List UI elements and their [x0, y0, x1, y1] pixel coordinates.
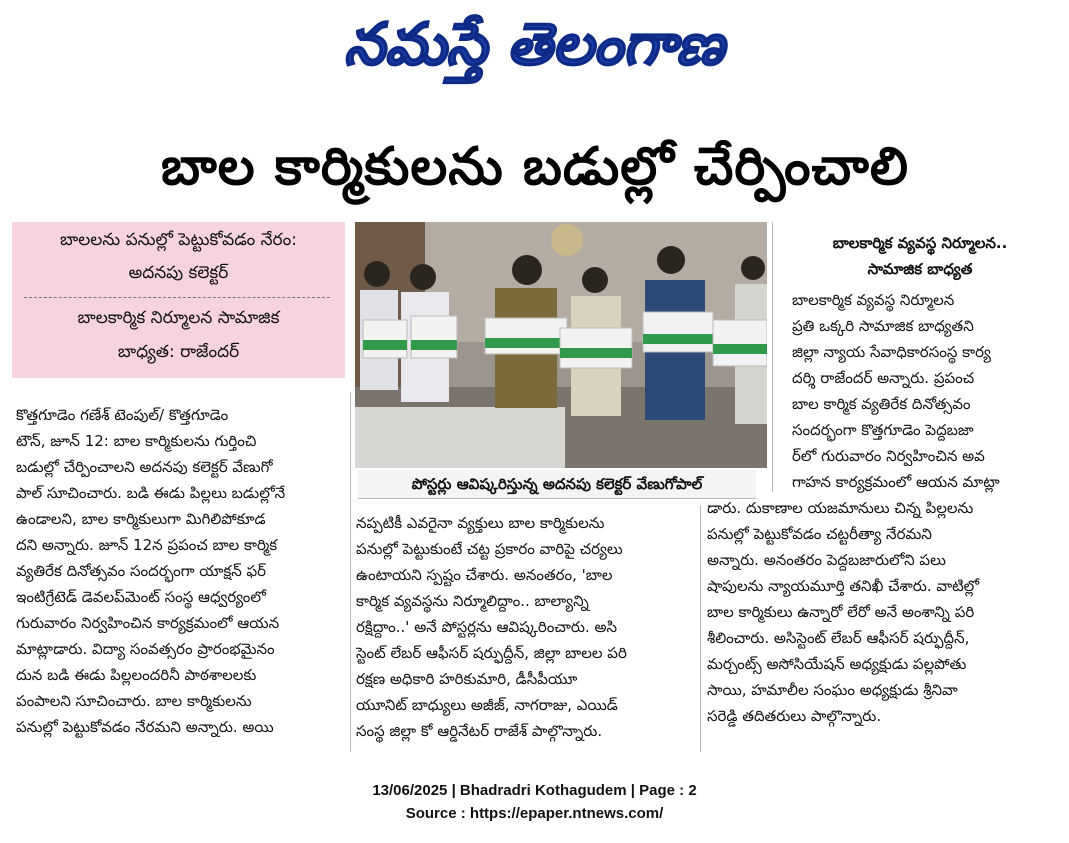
- text-line: షాపులను న్యాయమూర్తి తనిఖీ చేశారు. వాటిల్లో: [707, 577, 980, 595]
- text-line: సంస్థ జిల్లా కో ఆర్డినేటర్ రాజేశ్ పాల్గొన్నారు.: [356, 722, 603, 740]
- text-line: బాలకార్మిక వ్యవస్థ నిర్మూలన: [792, 291, 955, 309]
- dashed-divider: [24, 297, 330, 298]
- text-line: బడుల్లో చేర్పించాలని అదనపు కలెక్టర్ వేణుగో: [16, 458, 273, 476]
- text-line: ప్రతి ఒక్కరి సామాజిక బాధ్యతని: [792, 317, 974, 335]
- highlight-line: అదనపు కలెక్టర్: [128, 263, 229, 283]
- highlight-line: బాధ్యత: రాజేందర్: [117, 342, 240, 362]
- masthead-logo: [0, 2, 1069, 92]
- article-column-1: [16, 402, 346, 740]
- text-line: మాట్లాడారు. విద్యా సంవత్సరం ప్రారంభమైనం: [16, 640, 275, 658]
- text-line: పంపాలని సూచించారు. బాల కార్మికులను: [16, 692, 252, 710]
- text-line: బాల కార్మికులు ఉన్నారో లేరో అనే అంశాన్ని పరి: [707, 603, 975, 621]
- highlight-box: [12, 222, 345, 378]
- text-line: దని అన్నారు. జూన్ 12న ప్రపంచ బాల కార్మిక: [16, 536, 278, 554]
- text-line: డారు. దుకాణాల యజమానులు చిన్న పిల్లలను: [707, 499, 974, 517]
- text-line: పనుల్లో పెట్టుకుంటే చట్ట ప్రకారం వారిపై చర్యలు: [356, 540, 623, 558]
- news-photo: [355, 222, 767, 468]
- masthead-title: నమస్తే తెలంగాణ: [344, 10, 724, 78]
- article-column-2: [356, 510, 694, 744]
- text-line: బాల కార్మిక వ్యతిరేక దినోత్సవం: [792, 395, 971, 413]
- text-line: సాయి, హమాలీల సంఘం అధ్యక్షుడు శ్రీనివా: [707, 681, 958, 699]
- column-divider: [700, 505, 701, 752]
- text-line: గాహన కార్యక్రమంలో ఆయన మాట్లా: [792, 473, 1000, 491]
- text-line: యూనిట్ బాధ్యులు అజీజ్, నాగరాజు, ఎయిడ్: [356, 696, 618, 714]
- text-line: పాల్ సూచించారు. బడి ఈడు పిల్లలు బడుల్లోనే: [16, 484, 286, 502]
- text-line: నప్పటికీ ఎవరైనా వ్యక్తులు బాల కార్మికులను: [356, 514, 605, 532]
- text-line: ఉంటాయని స్పష్టం చేశారు. అనంతరం, 'బాల: [356, 566, 613, 584]
- text-line: ఉండాలని, బాల కార్మికులుగా మిగిలిపోకూడ: [16, 510, 266, 528]
- footer-date-line: 13/06/2025 | Bhadradri Kothagudem | Page : 2: [372, 782, 697, 799]
- highlight-line: బాలకార్మిక నిర్మూలన సామాజిక: [77, 308, 280, 328]
- text-line: రక్షిద్దాం..' అనే పోస్టర్లను ఆవిష్కరించారు. అసి: [356, 618, 618, 636]
- text-line: దున బడి ఈడు పిల్లలందరినీ పాఠశాలలకు: [16, 666, 257, 684]
- text-line: సరెడ్డి తదితరులు పాల్గొన్నారు.: [707, 707, 882, 725]
- headline: బాల కార్మికులను బడుల్లో చేర్పించాలి: [161, 137, 909, 197]
- photo-caption: పోస్టర్లు ఆవిష్కరిస్తున్న అదనపు కలెక్టర్ వేణుగోపాల్: [358, 470, 756, 499]
- subhead-line: సామాజిక బాధ్యత: [867, 260, 973, 278]
- article-column-3: [707, 287, 1057, 729]
- text-line: గురువారం నిర్వహించిన కార్యక్రమంలో ఆయన: [16, 614, 280, 632]
- text-line: జిల్లా న్యాయ సేవాధికారసంస్థ కార్య: [792, 343, 991, 361]
- text-line: శీలించారు. అసిస్టెంట్ లేబర్ ఆఫీసర్ షర్ఫుద్దీన్,: [707, 629, 970, 647]
- text-line: స్టెంట్ లేబర్ ఆఫీసర్ షర్ఫుద్దీన్, జిల్లా బాలల పరి: [356, 644, 627, 662]
- text-line: ర్‌లో గురువారం నిర్వహించిన అవ: [792, 447, 985, 465]
- text-line: రక్షణ అధికారి హరికుమారి, డీసీపీయూ: [356, 670, 578, 688]
- section-subhead: [780, 230, 1060, 282]
- text-line: దర్శి రాజేందర్ అన్నారు. ప్రపంచ: [792, 369, 975, 387]
- text-line: పనుల్లో పెట్టుకోవడం చట్టరీత్యా నేరమని: [707, 525, 932, 543]
- text-line: కార్మిక వ్యవస్థను నిర్మూలిద్దాం.. బాల్యాన్ని: [356, 592, 589, 610]
- footer-source-line: Source : https://epaper.ntnews.com/: [405, 805, 664, 822]
- text-line: వ్యతిరేక దినోత్సవం సందర్భంగా యాక్షన్ ఫర్: [16, 562, 267, 580]
- text-line: సందర్భంగా కొత్తగూడెం పెద్దబజా: [792, 421, 974, 439]
- text-line: కొత్తగూడెం గణేశ్ టెంపుల్/ కొత్తగూడెం: [16, 406, 229, 424]
- text-line: టౌన్, జూన్ 12: బాల కార్మికులను గుర్తించి: [16, 432, 257, 450]
- text-line: ఇంటిగ్రేటెడ్ డెవలప్‌మెంట్ సంస్థ ఆధ్వర్యంలో: [16, 588, 266, 606]
- highlight-line: బాలలను పనుల్లో పెట్టుకోవడం నేరం:: [60, 230, 297, 250]
- text-line: పనుల్లో పెట్టుకోవడం నేరమని అన్నారు. అయి: [16, 718, 274, 736]
- subhead-line: బాలకార్మిక వ్యవస్థ నిర్మూలన..: [832, 234, 1008, 252]
- text-line: మర్చంట్స్ అసోసియేషన్ అధ్యక్షుడు పల్లపోతు: [707, 655, 967, 673]
- text-line: అన్నారు. అనంతరం పెద్దబజారులోని పలు: [707, 551, 946, 569]
- column-divider: [350, 392, 351, 752]
